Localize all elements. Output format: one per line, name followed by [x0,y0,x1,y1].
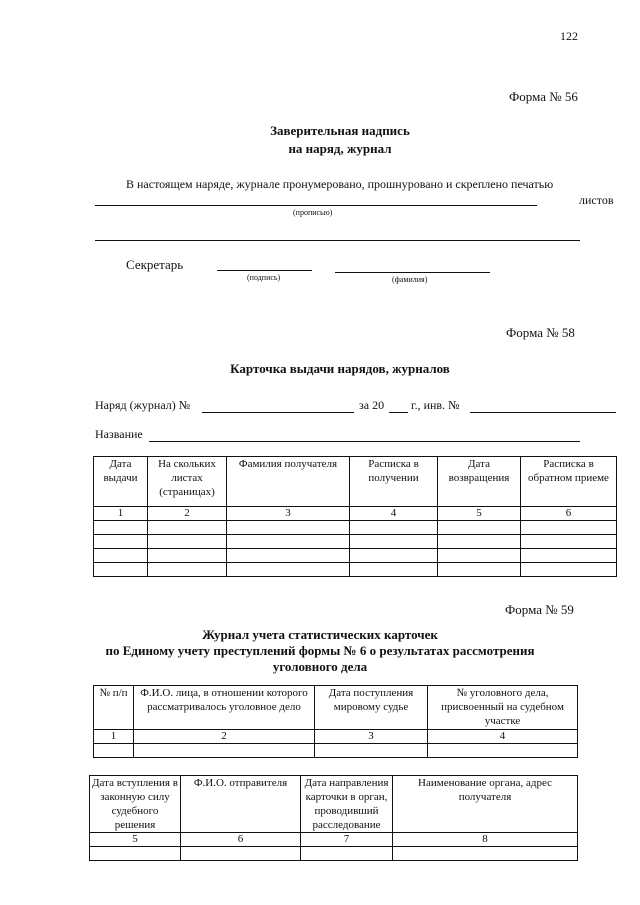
naryad-label: Наряд (журнал) № [95,398,191,412]
form-58-title: Карточка выдачи нарядов, журналов [230,361,450,376]
column-header: Ф.И.О. отправителя [181,776,301,833]
table-cell[interactable] [94,521,148,535]
column-number: 3 [315,730,428,744]
column-number: 4 [350,507,438,521]
table-row [94,521,617,535]
hint-surname: (фамилия) [392,275,428,284]
form-59-title-line3: уголовного дела [272,659,368,674]
name-field[interactable] [149,441,580,442]
table-cell[interactable] [350,549,438,563]
column-header: Расписка в получении [350,457,438,507]
form-59-table-2 [89,775,578,861]
table-row [90,847,578,861]
column-number: 4 [428,730,578,744]
table-cell[interactable] [148,549,227,563]
form-59-title-line2: по Единому учету преступлений формы № 6 о результатах рассмотрения [105,643,535,658]
form-56-title-line2: на наряд, журнал [288,141,392,156]
column-header: № уголовного дела, присвоенный на судебном участке [428,686,578,730]
column-header: На скольких листах (страницах) [148,457,227,507]
year-field[interactable] [389,412,408,413]
form-59-title-line1: Журнал учета статистических карточек [202,627,438,642]
column-number: 2 [148,507,227,521]
table-cell[interactable] [350,563,438,577]
column-number: 2 [134,730,315,744]
table-cell[interactable] [438,549,521,563]
column-number: 6 [181,833,301,847]
table-cell[interactable] [521,563,617,577]
column-header: № п/п [94,686,134,730]
table-row [94,563,617,577]
column-number: 1 [94,730,134,744]
inv-label: г., инв. № [411,398,460,412]
form-59-table-1 [93,685,578,758]
form-58-header-row [94,457,617,507]
form-59-label: Форма № 59 [505,602,574,617]
naryad-number-field[interactable] [202,412,354,413]
table-cell[interactable] [438,535,521,549]
table-cell[interactable] [94,744,134,758]
table-cell[interactable] [315,744,428,758]
table-cell[interactable] [181,847,301,861]
table-2-header-row [90,776,578,833]
hint-signature: (подпись) [247,273,281,282]
column-number: 1 [94,507,148,521]
table-cell[interactable] [94,535,148,549]
for-year-label: за 20 [359,398,385,412]
table-1-header-row [94,686,578,730]
column-number: 7 [301,833,393,847]
table-cell[interactable] [428,744,578,758]
form-56-title-line1: Заверительная надпись [270,123,410,138]
table-cell[interactable] [227,563,350,577]
table-cell[interactable] [134,744,315,758]
column-number-row [94,507,617,521]
column-header: Расписка в обратном приеме [521,457,617,507]
table-cell[interactable] [227,521,350,535]
column-header: Наименование органа, адрес получателя [393,776,578,833]
form-56-label: Форма № 56 [509,89,578,104]
table-cell[interactable] [227,549,350,563]
table-cell[interactable] [148,535,227,549]
column-header: Дата поступления мировому судье [315,686,428,730]
table-row [94,549,617,563]
column-header: Ф.И.О. лица, в отношении которого рассматривалось уголовное дело [134,686,315,730]
table-cell[interactable] [393,847,578,861]
column-header: Дата выдачи [94,457,148,507]
column-number: 6 [521,507,617,521]
table-cell[interactable] [521,549,617,563]
signature-line[interactable] [217,270,312,271]
sheets-count-line[interactable] [95,205,537,206]
column-number: 3 [227,507,350,521]
table-cell[interactable] [438,563,521,577]
table-cell[interactable] [148,521,227,535]
surname-line[interactable] [335,272,490,273]
sheets-word: листов [579,193,614,207]
table-cell[interactable] [148,563,227,577]
table-cell[interactable] [438,521,521,535]
column-number: 8 [393,833,578,847]
form-58-table [93,456,617,577]
column-header: Дата вступления в законную силу судебного решения [90,776,181,833]
table-cell[interactable] [350,521,438,535]
table-cell[interactable] [94,549,148,563]
table-cell[interactable] [350,535,438,549]
form-58-label: Форма № 58 [506,325,575,340]
column-header: Фамилия получателя [227,457,350,507]
hint-in-words: (прописью) [293,208,333,217]
column-header: Дата возвращения [438,457,521,507]
column-number-row [90,833,578,847]
table-row [94,744,578,758]
column-header: Дата направления карточки в орган, проводивший расследование [301,776,393,833]
table-cell[interactable] [94,563,148,577]
secretary-label: Секретарь [126,257,184,272]
column-number: 5 [90,833,181,847]
table-row [94,535,617,549]
sheets-count-line-2[interactable] [95,240,580,241]
column-number: 5 [438,507,521,521]
page-number: 122 [560,29,578,43]
form-56-statement: В настоящем наряде, журнале пронумеровано, прошнуровано и скреплено печатью [126,177,554,191]
table-cell[interactable] [227,535,350,549]
table-cell[interactable] [521,535,617,549]
table-cell[interactable] [90,847,181,861]
inv-number-field[interactable] [470,412,616,413]
table-cell[interactable] [301,847,393,861]
table-cell[interactable] [521,521,617,535]
column-number-row [94,730,578,744]
name-label: Название [95,427,143,441]
